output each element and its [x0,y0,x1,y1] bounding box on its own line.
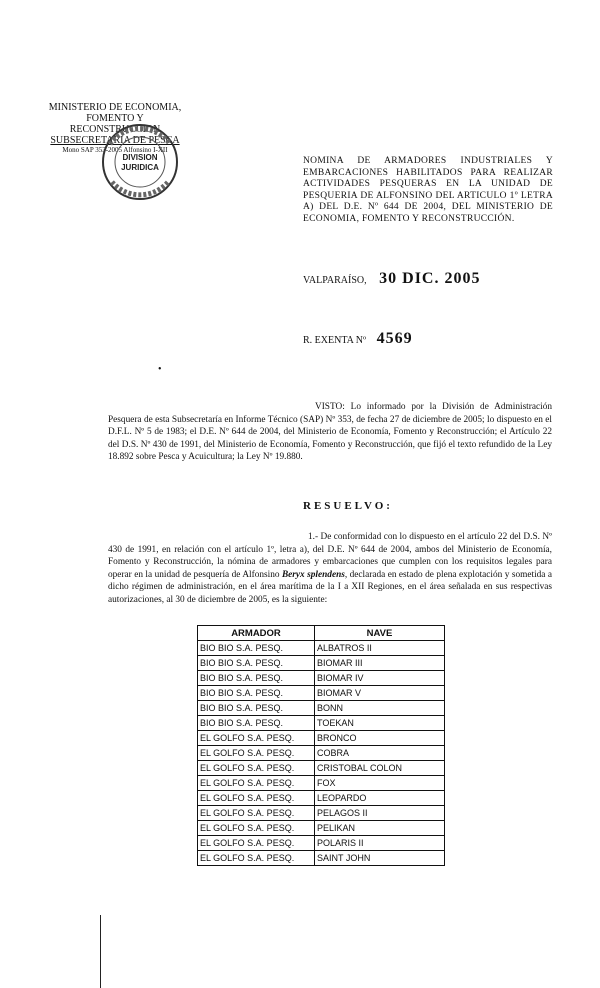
resolution-number: 4569 [376,330,413,347]
stamped-date: 30 DIC. 2005 [379,270,481,287]
armador-cell: BIO BIO S.A. PESQ. [198,701,315,716]
armador-cell: EL GOLFO S.A. PESQ. [198,731,315,746]
table-row [198,776,445,791]
memo-reference: Mono SAP 353-2005 Alfonsino I-XII [62,146,168,154]
ministry-name: MINISTERIO DE ECONOMIA, [48,102,182,113]
place-city: VALPARAÍSO, [303,275,367,286]
nave-cell: TOEKAN [315,716,445,731]
table-row [198,791,445,806]
resolution-number-line [303,330,413,348]
nave-cell: CRISTOBAL COLON [315,761,445,776]
armador-cell: BIO BIO S.A. PESQ. [198,656,315,671]
document-title: NOMINA DE ARMADORES INDUSTRIALES Y EMBARCACIONES HABILITADOS PARA REALIZAR ACTIVIDADES PESQUERAS EN LA UNIDAD DE PESQUERIA DE ALFONSINO DEL ARTICULO 1º LETRA A) DEL D.E. Nº 644 DE 2004, DEL MINISTERIO DE ECONOMIA, FOMENTO Y RECONSTRUCCIÓN. [303,156,553,224]
nave-cell: COBRA [315,746,445,761]
armador-cell: EL GOLFO S.A. PESQ. [198,836,315,851]
armador-cell: EL GOLFO S.A. PESQ. [198,821,315,836]
nave-cell: FOX [315,776,445,791]
nave-cell: BONN [315,701,445,716]
table-row [198,806,445,821]
resuelvo-heading: RESUELVO: [303,500,393,512]
bullet-mark: • [158,364,162,375]
stamp-text-top: DIVISION [122,153,158,162]
resolve-text-before: 1.- De conformidad con lo dispuesto en el artículo 22 del D.S. Nº 430 de 1991, en relación con el artículo 1º, letra a), del D.E. Nº 644 de 2004, ambos del Ministerio de Economía, Fomento y Reconstrucción, la nómina de armadores y embarcaciones que cumplen con los requisitos legales para operar en la unidad de pesquería de Alfonsino [108,532,552,580]
nave-cell: PELAGOS II [315,806,445,821]
table-row [198,656,445,671]
stamp-text-middle: JURIDICA [121,163,159,172]
table-header-row [198,626,445,641]
armador-cell: BIO BIO S.A. PESQ. [198,671,315,686]
margin-line [100,915,101,988]
table-row [198,851,445,866]
nave-cell: BIOMAR V [315,686,445,701]
nave-cell: POLARIS II [315,836,445,851]
nave-cell: LEOPARDO [315,791,445,806]
resolution-label: R. EXENTA Nº [303,335,367,346]
subsecretaria-name: SUBSECRETARIA DE PESCA [50,135,180,146]
table-row [198,731,445,746]
nave-cell: BIOMAR IV [315,671,445,686]
armador-cell: EL GOLFO S.A. PESQ. [198,806,315,821]
armador-cell: EL GOLFO S.A. PESQ. [198,791,315,806]
table-row [198,761,445,776]
nave-cell: BRONCO [315,731,445,746]
species-name: Beryx splendens [281,569,345,580]
resolve-text-after: , declarada en estado de plena explotación y sometida a dicho régimen de administración, en el área marítima de la I a XII Regiones, en el área señalada en sus respectivas autorizaciones, al 30 de diciembre de 2005, es la siguiente: [108,569,553,605]
ministry-division: FOMENTO Y RECONSTRUCCION [69,113,161,135]
header-nave: NAVE [315,626,445,641]
visto-paragraph: VISTO: Lo informado por la División de Administración Pesquera de esta Subsecretaría en Informe Técnico (SAP) Nº 353, de fecha 27 de diciembre de 2005; lo dispuesto en el D.F.L. Nº 5 de 1983; el D.E. Nº 644 de 2004, del Ministerio de Economía, Fomento y Reconstrucción; el Artículo 22 del D.S. Nº 430 de 1991, del Ministerio de Economía, Fomento y Reconstrucción, que fijó el texto refundido de la Ley 18.892 sobre Pesca y Acuicultura; la Ley Nº 19.880. [108,402,552,463]
table-row [198,746,445,761]
nave-cell: ALBATROS II [315,641,445,656]
armador-cell: EL GOLFO S.A. PESQ. [198,761,315,776]
fleet-table [197,625,445,866]
table-row [198,701,445,716]
resolve-paragraph [108,531,552,607]
table-row [198,836,445,851]
armador-cell: BIO BIO S.A. PESQ. [198,686,315,701]
table-row [198,641,445,656]
header-armador: ARMADOR [198,626,315,641]
armador-cell: BIO BIO S.A. PESQ. [198,641,315,656]
nave-cell: SAINT JOHN [315,851,445,866]
armador-cell: EL GOLFO S.A. PESQ. [198,776,315,791]
armador-cell: BIO BIO S.A. PESQ. [198,716,315,731]
armador-cell: EL GOLFO S.A. PESQ. [198,851,315,866]
division-juridica-stamp [100,122,180,202]
nave-cell: BIOMAR III [315,656,445,671]
armador-cell: EL GOLFO S.A. PESQ. [198,746,315,761]
place-date-line [303,270,480,288]
nave-cell: PELIKAN [315,821,445,836]
table-row [198,686,445,701]
table-row [198,671,445,686]
table-row [198,716,445,731]
table-row [198,821,445,836]
